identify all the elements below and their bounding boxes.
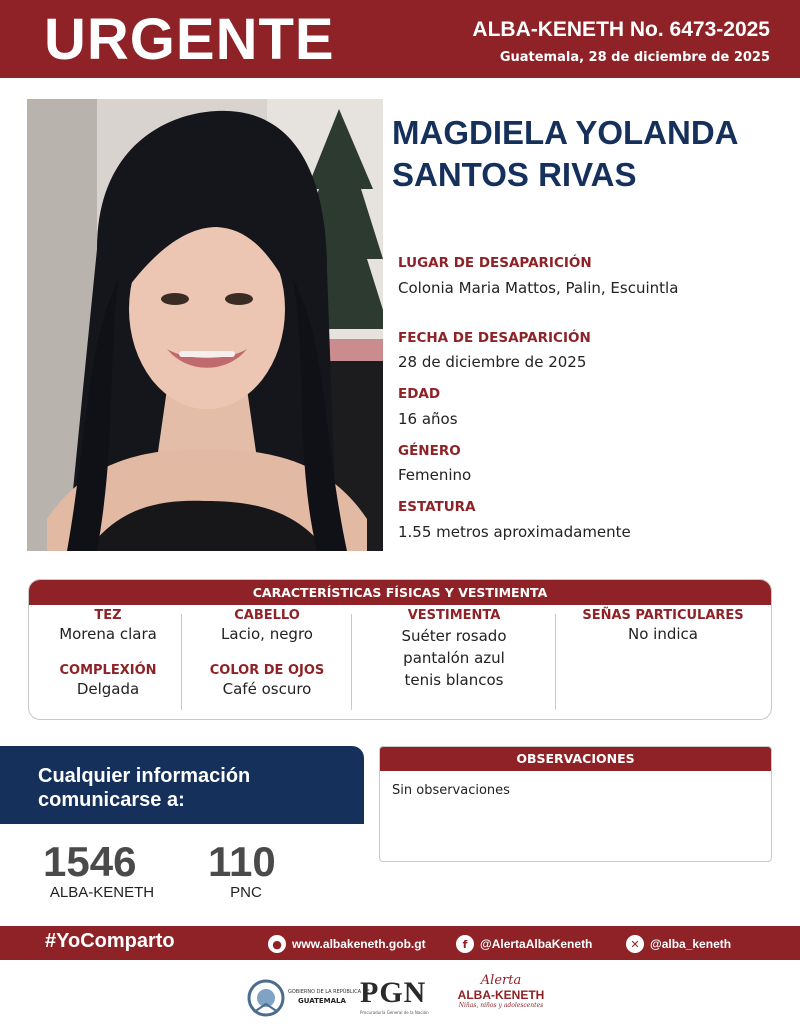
characteristics-title: CARACTERÍSTICAS FÍSICAS Y VESTIMENTA: [29, 580, 771, 605]
age-label: EDAD: [398, 386, 441, 402]
char-col-marks: [557, 608, 769, 716]
portrait-illustration: [27, 99, 383, 551]
logos-row: [0, 968, 800, 1028]
char-col-hair-eyes: [183, 608, 351, 716]
hashtag: #YoComparto: [45, 930, 175, 952]
person-name-line1: MAGDIELA YOLANDA: [392, 114, 739, 151]
contact-text: [38, 764, 250, 812]
clothing-line: pantalón azul: [403, 649, 505, 667]
disappearance-place-value: Colonia Maria Mattos, Palin, Escuintla: [398, 279, 679, 297]
char-col-skin-build: [33, 608, 183, 716]
alba-keneth-subtext: Niñas, niños y adolescentes: [458, 1002, 544, 1009]
observations-title: OBSERVACIONES: [380, 747, 771, 771]
eye-color-label: COLOR DE OJOS: [209, 663, 325, 678]
x-link[interactable]: [626, 934, 731, 954]
alerta-text: Alerta: [480, 973, 522, 988]
char-divider: [181, 614, 182, 710]
clothing-line: tenis blancos: [404, 671, 504, 689]
build-label: COMPLEXIÓN: [59, 663, 157, 678]
disappearance-date-value: 28 de diciembre de 2025: [398, 353, 587, 371]
alba-keneth-text: ALBA-KENETH: [457, 988, 545, 1002]
char-divider: [351, 614, 352, 710]
char-divider: [555, 614, 556, 710]
coat-of-arms-icon: [246, 978, 286, 1018]
contact-line1: Cualquier información: [38, 765, 251, 787]
x-icon: ✕: [626, 935, 644, 953]
facebook-text: @AlertaAlbaKeneth: [480, 937, 593, 951]
missing-person-photo: [27, 99, 383, 551]
age-value: 16 años: [398, 410, 458, 428]
gobierno-guatemala-logo: [246, 978, 370, 1018]
gender-label: GÉNERO: [398, 443, 461, 459]
person-name: [392, 112, 792, 196]
skin-value: Morena clara: [59, 625, 157, 643]
distinguishing-marks-value: No indica: [628, 625, 698, 643]
gender-value: Femenino: [398, 466, 472, 484]
characteristics-box: [28, 579, 772, 720]
pgn-logo: [360, 976, 440, 1022]
gobierno-text-line1: GOBIERNO DE LA REPÚBLICA DE: [288, 989, 370, 995]
pgn-text: PGN: [360, 976, 427, 1009]
eye-color-value: Café oscuro: [222, 680, 312, 698]
pnc-phone[interactable]: 110: [208, 838, 276, 885]
alert-number: ALBA-KENETH No. 6473-2025: [472, 18, 770, 41]
disappearance-place-label: LUGAR DE DESAPARICIÓN: [398, 255, 592, 271]
alerta-alba-keneth-logo: [456, 974, 546, 1024]
globe-icon: ●: [268, 935, 286, 953]
alba-keneth-phone-label: ALBA-KENETH: [49, 884, 155, 901]
height-label: ESTATURA: [398, 499, 476, 515]
hair-value: Lacio, negro: [221, 625, 313, 643]
height-value: 1.55 metros aproximadamente: [398, 523, 631, 541]
x-text: @alba_keneth: [650, 937, 732, 951]
website-link[interactable]: [268, 934, 426, 954]
pgn-subtext: Procuraduría General de la Nación: [360, 1010, 429, 1015]
build-value: Delgada: [76, 680, 140, 698]
contact-line2: comunicarse a:: [38, 789, 185, 811]
website-text: www.albakeneth.gob.gt: [292, 937, 426, 951]
person-name-line2: SANTOS RIVAS: [392, 156, 637, 193]
alba-keneth-phone[interactable]: 1546: [43, 838, 137, 885]
skin-label: TEZ: [94, 608, 122, 623]
pnc-phone-label: PNC: [230, 884, 262, 901]
clothing-line: Suéter rosado: [401, 627, 507, 645]
hair-label: CABELLO: [234, 608, 300, 623]
char-col-clothing: [353, 608, 555, 716]
urgent-title: URGENTE: [44, 7, 335, 72]
alert-place-date: Guatemala, 28 de diciembre de 2025: [499, 50, 770, 65]
facebook-icon: f: [456, 935, 474, 953]
disappearance-date-label: FECHA DE DESAPARICIÓN: [398, 330, 591, 346]
gobierno-text-line2: GUATEMALA: [298, 997, 346, 1005]
facebook-link[interactable]: [456, 934, 592, 954]
clothing-label: VESTIMENTA: [407, 608, 501, 623]
observations-text: Sin observaciones: [392, 783, 510, 798]
distinguishing-marks-label: SEÑAS PARTICULARES: [582, 608, 744, 623]
observations-box: [379, 746, 772, 862]
